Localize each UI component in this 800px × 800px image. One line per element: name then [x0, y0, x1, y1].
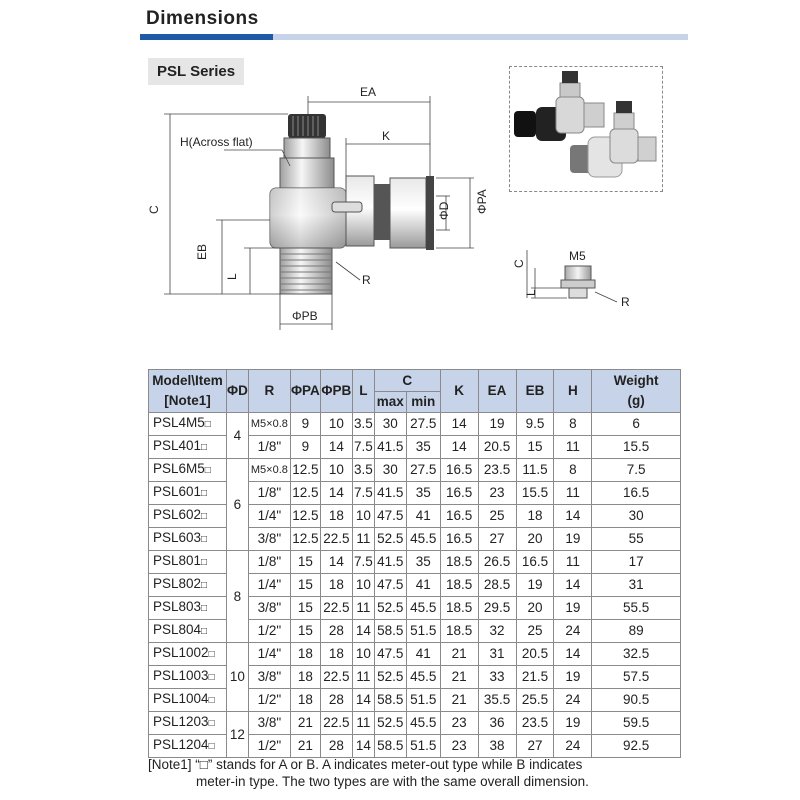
cell-cmin: 51.5 — [406, 620, 440, 643]
model-cell: PSL6M5□ — [149, 459, 227, 482]
cell-h: 24 — [554, 689, 592, 712]
cell-r: 3/8" — [248, 666, 290, 689]
cell-w: 31 — [592, 574, 681, 597]
cell-pb: 22.5 — [320, 712, 352, 735]
header-model: Model\Item [Note1] — [149, 370, 227, 413]
label-pa: ΦPA — [475, 189, 489, 214]
header-l: L — [352, 370, 374, 413]
cell-h: 19 — [554, 666, 592, 689]
label-pb: ΦPB — [292, 309, 318, 323]
cell-k: 16.5 — [440, 505, 478, 528]
cell-eb: 11.5 — [516, 459, 554, 482]
cell-k: 18.5 — [440, 620, 478, 643]
cell-r: M5×0.8 — [248, 413, 290, 436]
cell-k: 16.5 — [440, 528, 478, 551]
table-row — [149, 643, 681, 666]
label-c: C — [147, 205, 161, 214]
cell-k: 23 — [440, 712, 478, 735]
cell-l: 7.5 — [352, 436, 374, 459]
label-l: L — [225, 273, 239, 280]
cell-cmax: 58.5 — [374, 620, 406, 643]
diameter-cell: 12 — [226, 712, 248, 758]
cell-ea: 33 — [478, 666, 516, 689]
cell-l: 10 — [352, 643, 374, 666]
fitting-black — [514, 71, 604, 141]
cell-pb: 18 — [320, 643, 352, 666]
cell-cmin: 51.5 — [406, 689, 440, 712]
cell-r: 1/8" — [248, 482, 290, 505]
cell-k: 14 — [440, 413, 478, 436]
cell-w: 16.5 — [592, 482, 681, 505]
m5-label-m5: M5 — [569, 249, 586, 263]
model-cell: PSL801□ — [149, 551, 227, 574]
cell-h: 24 — [554, 735, 592, 758]
cell-h: 14 — [554, 574, 592, 597]
table-row — [149, 413, 681, 436]
cell-h: 14 — [554, 643, 592, 666]
cell-pa: 21 — [290, 712, 320, 735]
cell-k: 21 — [440, 689, 478, 712]
cell-pa: 18 — [290, 689, 320, 712]
cell-eb: 21.5 — [516, 666, 554, 689]
cell-h: 19 — [554, 712, 592, 735]
header-pa: ΦPA — [290, 370, 320, 413]
cell-h: 19 — [554, 597, 592, 620]
cell-eb: 18 — [516, 505, 554, 528]
cell-pb: 22.5 — [320, 597, 352, 620]
cell-ea: 35.5 — [478, 689, 516, 712]
cell-cmin: 45.5 — [406, 666, 440, 689]
cell-h: 11 — [554, 551, 592, 574]
cell-cmin: 45.5 — [406, 597, 440, 620]
cell-h: 24 — [554, 620, 592, 643]
cell-pa: 9 — [290, 413, 320, 436]
header-pb: ΦPB — [320, 370, 352, 413]
cell-pa: 12.5 — [290, 528, 320, 551]
cell-k: 23 — [440, 735, 478, 758]
cell-k: 16.5 — [440, 482, 478, 505]
model-cell: PSL1004□ — [149, 689, 227, 712]
header-eb: EB — [516, 370, 554, 413]
cell-cmin: 51.5 — [406, 735, 440, 758]
cell-pb: 14 — [320, 482, 352, 505]
cell-r: 1/8" — [248, 551, 290, 574]
cell-w: 17 — [592, 551, 681, 574]
cell-cmax: 52.5 — [374, 666, 406, 689]
cell-eb: 9.5 — [516, 413, 554, 436]
cell-r: 1/4" — [248, 505, 290, 528]
cell-ea: 23.5 — [478, 459, 516, 482]
model-cell: PSL602□ — [149, 505, 227, 528]
cell-cmax: 47.5 — [374, 505, 406, 528]
cell-ea: 29.5 — [478, 597, 516, 620]
label-d: ΦD — [437, 201, 451, 220]
header-ea: EA — [478, 370, 516, 413]
cell-cmax: 30 — [374, 413, 406, 436]
header-k: K — [440, 370, 478, 413]
cell-r: 3/8" — [248, 528, 290, 551]
model-cell: PSL4M5□ — [149, 413, 227, 436]
cell-eb: 25.5 — [516, 689, 554, 712]
header-r: R — [248, 370, 290, 413]
cell-eb: 27 — [516, 735, 554, 758]
cell-eb: 25 — [516, 620, 554, 643]
cell-w: 55 — [592, 528, 681, 551]
cell-k: 14 — [440, 436, 478, 459]
m5-label-c: C — [512, 259, 526, 268]
cell-cmax: 58.5 — [374, 735, 406, 758]
cell-l: 11 — [352, 528, 374, 551]
cell-w: 89 — [592, 620, 681, 643]
label-r: R — [362, 273, 371, 287]
m5-label-l: L — [524, 289, 538, 296]
cell-w: 15.5 — [592, 436, 681, 459]
table-row — [149, 459, 681, 482]
knob-shape — [288, 114, 326, 138]
footnote-line-1: [Note1] “□” stands for A or B. A indicates meter-out type while B indicates — [148, 757, 583, 772]
label-ea: EA — [360, 85, 377, 99]
page-title: Dimensions — [146, 8, 259, 29]
model-cell: PSL1203□ — [149, 712, 227, 735]
cell-w: 55.5 — [592, 597, 681, 620]
cell-r: 3/8" — [248, 712, 290, 735]
diameter-cell: 6 — [226, 459, 248, 551]
diameter-cell: 4 — [226, 413, 248, 459]
cell-cmin: 35 — [406, 551, 440, 574]
label-h: H(Across flat) — [180, 135, 253, 149]
cell-h: 11 — [554, 436, 592, 459]
cell-h: 11 — [554, 482, 592, 505]
cell-pb: 22.5 — [320, 528, 352, 551]
cell-cmax: 52.5 — [374, 528, 406, 551]
cell-ea: 27 — [478, 528, 516, 551]
spec-table — [148, 369, 681, 758]
cell-ea: 25 — [478, 505, 516, 528]
cell-r: 1/2" — [248, 735, 290, 758]
cell-eb: 23.5 — [516, 712, 554, 735]
cell-r: 3/8" — [248, 597, 290, 620]
cell-ea: 28.5 — [478, 574, 516, 597]
cell-w: 7.5 — [592, 459, 681, 482]
cell-k: 18.5 — [440, 574, 478, 597]
cell-cmax: 41.5 — [374, 482, 406, 505]
model-cell: PSL802□ — [149, 574, 227, 597]
model-cell: PSL803□ — [149, 597, 227, 620]
cell-pb: 10 — [320, 459, 352, 482]
table-row — [149, 551, 681, 574]
cell-pa: 18 — [290, 643, 320, 666]
cell-eb: 15 — [516, 436, 554, 459]
cell-eb: 15.5 — [516, 482, 554, 505]
model-cell: PSL401□ — [149, 436, 227, 459]
cell-cmin: 41 — [406, 574, 440, 597]
header-d: ΦD — [226, 370, 248, 413]
diameter-cell: 8 — [226, 551, 248, 643]
cell-pa: 15 — [290, 574, 320, 597]
cell-pb: 10 — [320, 413, 352, 436]
cell-pa: 9 — [290, 436, 320, 459]
cell-l: 10 — [352, 505, 374, 528]
model-cell: PSL601□ — [149, 482, 227, 505]
cell-w: 6 — [592, 413, 681, 436]
cell-pb: 28 — [320, 620, 352, 643]
cell-cmax: 47.5 — [374, 643, 406, 666]
cell-eb: 20 — [516, 597, 554, 620]
cell-h: 8 — [554, 413, 592, 436]
cell-pa: 12.5 — [290, 482, 320, 505]
model-cell: PSL1204□ — [149, 735, 227, 758]
cell-h: 19 — [554, 528, 592, 551]
cell-l: 10 — [352, 574, 374, 597]
cell-ea: 19 — [478, 413, 516, 436]
cell-eb: 20.5 — [516, 643, 554, 666]
cell-cmax: 52.5 — [374, 597, 406, 620]
header-c-min: min — [406, 392, 440, 413]
model-cell: PSL1003□ — [149, 666, 227, 689]
cell-ea: 23 — [478, 482, 516, 505]
title-underline — [140, 34, 688, 40]
cell-cmin: 45.5 — [406, 712, 440, 735]
cell-l: 11 — [352, 712, 374, 735]
cell-w: 90.5 — [592, 689, 681, 712]
cell-cmin: 45.5 — [406, 528, 440, 551]
cell-l: 7.5 — [352, 551, 374, 574]
cell-pa: 12.5 — [290, 459, 320, 482]
footnote-line-2: meter-in type. The two types are with the same overall dimension. — [196, 774, 589, 789]
label-eb: EB — [195, 243, 209, 260]
cell-pb: 18 — [320, 505, 352, 528]
cell-pa: 15 — [290, 551, 320, 574]
cell-pa: 21 — [290, 735, 320, 758]
cell-r: 1/2" — [248, 620, 290, 643]
cell-w: 57.5 — [592, 666, 681, 689]
series-label: PSL Series — [148, 58, 244, 85]
cell-pa: 15 — [290, 597, 320, 620]
cell-pb: 14 — [320, 551, 352, 574]
cell-k: 18.5 — [440, 597, 478, 620]
cell-w: 59.5 — [592, 712, 681, 735]
cell-cmax: 58.5 — [374, 689, 406, 712]
cell-cmin: 35 — [406, 482, 440, 505]
cell-k: 21 — [440, 643, 478, 666]
cell-ea: 32 — [478, 620, 516, 643]
cell-h: 14 — [554, 505, 592, 528]
label-k: K — [382, 129, 391, 143]
cell-cmin: 27.5 — [406, 413, 440, 436]
dimension-drawing — [140, 80, 500, 340]
cell-r: M5×0.8 — [248, 459, 290, 482]
diameter-cell: 10 — [226, 643, 248, 712]
table-row — [149, 712, 681, 735]
cell-l: 14 — [352, 689, 374, 712]
cell-l: 14 — [352, 735, 374, 758]
cell-l: 3.5 — [352, 413, 374, 436]
cell-r: 1/8" — [248, 436, 290, 459]
product-photo — [509, 66, 663, 192]
cell-l: 7.5 — [352, 482, 374, 505]
cell-h: 8 — [554, 459, 592, 482]
cell-ea: 26.5 — [478, 551, 516, 574]
cell-w: 92.5 — [592, 735, 681, 758]
cell-pa: 18 — [290, 666, 320, 689]
cell-pb: 28 — [320, 735, 352, 758]
cell-cmax: 52.5 — [374, 712, 406, 735]
cell-ea: 31 — [478, 643, 516, 666]
cell-pb: 22.5 — [320, 666, 352, 689]
header-h: H — [554, 370, 592, 413]
m5-drawing — [505, 246, 645, 316]
cell-r: 1/2" — [248, 689, 290, 712]
model-cell: PSL1002□ — [149, 643, 227, 666]
model-cell: PSL804□ — [149, 620, 227, 643]
m5-label-r: R — [621, 295, 630, 309]
cell-ea: 38 — [478, 735, 516, 758]
cell-l: 11 — [352, 666, 374, 689]
cell-eb: 20 — [516, 528, 554, 551]
cell-pb: 18 — [320, 574, 352, 597]
cell-cmax: 41.5 — [374, 551, 406, 574]
cell-pa: 15 — [290, 620, 320, 643]
cell-ea: 36 — [478, 712, 516, 735]
cell-cmin: 27.5 — [406, 459, 440, 482]
header-weight: Weight (g) — [592, 370, 681, 413]
cell-cmin: 41 — [406, 643, 440, 666]
footnote — [148, 756, 708, 790]
cell-l: 14 — [352, 620, 374, 643]
cell-w: 30 — [592, 505, 681, 528]
cell-cmax: 41.5 — [374, 436, 406, 459]
cell-pa: 12.5 — [290, 505, 320, 528]
cell-r: 1/4" — [248, 574, 290, 597]
cell-w: 32.5 — [592, 643, 681, 666]
header-c: C — [374, 370, 440, 392]
cell-l: 11 — [352, 597, 374, 620]
cell-k: 16.5 — [440, 459, 478, 482]
cell-r: 1/4" — [248, 643, 290, 666]
cell-l: 3.5 — [352, 459, 374, 482]
cell-pb: 14 — [320, 436, 352, 459]
cell-eb: 16.5 — [516, 551, 554, 574]
cell-cmax: 30 — [374, 459, 406, 482]
cell-k: 21 — [440, 666, 478, 689]
cell-cmax: 47.5 — [374, 574, 406, 597]
cell-ea: 20.5 — [478, 436, 516, 459]
cell-cmin: 41 — [406, 505, 440, 528]
header-c-max: max — [374, 392, 406, 413]
cell-pb: 28 — [320, 689, 352, 712]
cell-eb: 19 — [516, 574, 554, 597]
model-cell: PSL603□ — [149, 528, 227, 551]
cell-cmin: 35 — [406, 436, 440, 459]
cell-k: 18.5 — [440, 551, 478, 574]
